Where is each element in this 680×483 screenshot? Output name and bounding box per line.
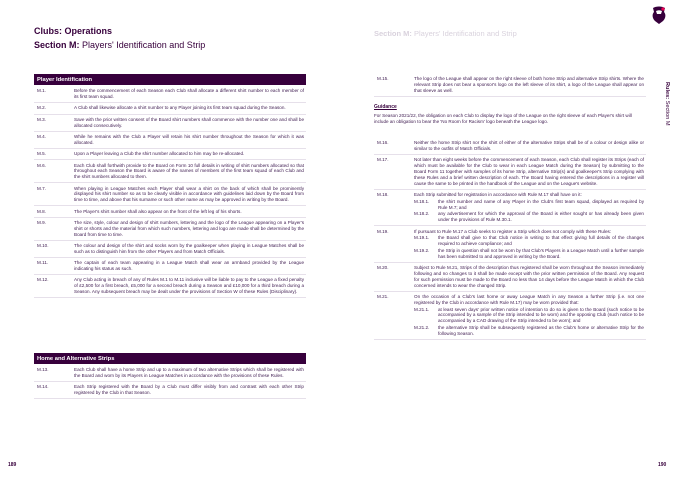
section-heading-player-identification: Player Identification — [34, 74, 306, 85]
rule-number: M.14. — [37, 384, 49, 390]
rule-text: Not later than eight weeks before the commencement of each Season, each Club shall register its Strips (each of which must be available for the Club to wear in each League Match during the Season) by submitting to the Board Form 11 together with samples of its home Strip, alternative Strip(s) and goalkeeper's Strip complying with these Rules and a brief written description of each. The Board having entered the descriptions in a register will cause the same to be printed in the handbook of the League and on the League's website. — [414, 157, 644, 186]
rule-text: Each Strip registered with the Board by a Club must differ visibly from and contrast with each other Strip registered by the Club in that Season. — [74, 384, 304, 396]
guidance-heading: Guidance — [374, 104, 397, 110]
rule-row — [34, 258, 306, 275]
sub-rule-number: M.21.2. — [414, 324, 430, 330]
side-tab-label: Rules: — [664, 82, 670, 100]
rule-text: Subject to Rule M.21, Strips of the description thus registered shall be worn throughout the Season immediately following and no changes to it shall be made except with the prior written permission of the Board. Any request for such permission must be made to the Board no less than 14 days before the League Match in which the Club concerned intends to wear the changed Strip. — [414, 265, 644, 288]
guidance-text: For Season 2021/22, the obligation on each Club to display the logo of the League on the right sleeve of each Player's shirt will include an obligation to bear the 'No Room for Racism' logo beneath the League logo. — [374, 113, 632, 124]
sub-rule-text: the alternative Strip shall be subsequently registered as the Club's home or alternative Strip for the following Season. — [438, 324, 644, 336]
rule-text: While he remains with the Club a Player will retain his shirt number throughout the Season for which it was allocated. — [74, 134, 304, 145]
rule-row — [34, 382, 306, 399]
rule-row-m20 — [374, 263, 646, 292]
rule-row-m21 — [374, 292, 646, 340]
sub-rule-text: at least seven days' prior written notice of intention to do so is given to the Board (such notice to be accompanied by a sample of the Strip intended to be worn) and the opposing Club (such notice to be accompanied by a CAD drawing of the Strip intended to be worn); and — [438, 306, 644, 324]
rule-number: M.17. — [377, 157, 389, 163]
sub-rule-number: M.21.1. — [414, 306, 430, 312]
rule-number: M.3. — [37, 116, 46, 122]
rule-row — [34, 115, 306, 132]
page-number-left: 189 — [8, 462, 17, 468]
sub-rule — [414, 248, 644, 260]
rule-number: M.15. — [377, 76, 389, 82]
rule-text: Each Strip submitted for registration in accordance with Rule M.17 shall have on it: — [414, 192, 582, 198]
rule-number: M.18. — [377, 192, 389, 198]
rule-number: M.2. — [37, 105, 46, 111]
rule-number: M.10. — [37, 242, 49, 248]
side-tab-section: Section M — [664, 100, 670, 126]
rule-text: Any Club acting in breach of any of Rules M.1 to M.11 inclusive will be liable to pay to the League a fixed penalty of £2,500 for a first breach, £5,000 for a second breach during a Season and £10,000 for a third breach during a Season. Any subsequent breach may be dealt under the provisions of Section W of these Rules (Disciplinary). — [74, 277, 304, 294]
rule-row — [374, 155, 646, 190]
rule-number: M.6. — [37, 162, 46, 168]
rule-row — [34, 86, 306, 103]
rule-text: On the occasion of a Club's last home or away League Match in any Season a further Strip (i.e. not one registered by the Club in accordance with Rule M.17) may be worn provided that: — [414, 294, 644, 305]
rule-text: The logo of the League shall appear on the right sleeve of both home Strip and alternative Strip shirts. Where the relevant Strip does not bear a sponsor's logo on the left sleeve of its shirt, a logo of the League shall appear on that sleeve as well. — [414, 76, 644, 93]
rule-text: When playing in League Matches each Player shall wear a shirt on the back of which shall be prominently displayed his shirt number so as to be clearly visible in accordance with guidelines laid down by the Board from time to time, and above that his surname or such other name as may be approved in writing by the Board. — [74, 185, 304, 203]
rule-number: M.11. — [37, 260, 49, 266]
section-heading-home-alternative-strips: Home and Alternative Strips — [34, 353, 306, 364]
sub-rule — [414, 235, 644, 247]
rule-number: M.16. — [377, 140, 389, 146]
ghost-section-label: Section M: — [374, 29, 412, 38]
rule-text: Neither the home Strip shirt nor the shirt of either of the alternative Strips shall be of a colour or design alike or similar to the outfits of Match Officials. — [414, 140, 644, 152]
rule-row-m19 — [374, 226, 646, 263]
sub-rule — [414, 199, 644, 211]
page-title: Clubs: Operations — [34, 26, 113, 36]
rule-number: M.8. — [37, 208, 46, 214]
rule-number: M.13. — [37, 367, 49, 373]
rule-number: M.9. — [37, 220, 46, 225]
section-title — [34, 40, 205, 50]
section-label: Section M: — [34, 40, 80, 50]
rule-row — [34, 132, 306, 149]
rule-number: M.20. — [377, 265, 389, 271]
rule-row — [34, 149, 306, 160]
player-identification-rules — [34, 86, 306, 298]
rule-number: M.5. — [37, 151, 46, 157]
rule-row — [34, 241, 306, 258]
rule-text: Before the commencement of each Season each Club shall allocate a different shirt number to each member of its first team squad. — [74, 88, 304, 100]
rule-row — [374, 74, 646, 97]
rule-number: M.1. — [37, 88, 46, 94]
rule-text: The captain of each team appearing in a League Match shall wear an armband provided by the League indicating his status as such. — [74, 260, 304, 271]
sub-rule-number: M.19.1. — [414, 235, 430, 241]
home-alternative-strips-rules — [34, 365, 306, 399]
rule-text: Each Club shall have a home Strip and up to a maximum of two alternative Strips which shall be registered with the Board and worn by its Players in League Matches in accordance with the provisions of these Rules. — [74, 367, 304, 379]
rule-row — [34, 275, 306, 298]
sub-rule — [414, 325, 644, 337]
sub-rule-number: M.19.2. — [414, 248, 430, 254]
strip-rules — [374, 138, 646, 340]
sub-rule-text: the Board shall give to that Club notice in writing to that effect giving full details of the changes required to achieve compliance; and — [438, 235, 644, 247]
sub-rule — [414, 211, 644, 223]
rule-row — [34, 365, 306, 382]
rule-text: Upon a Player leaving a Club the shirt number allocated to him may be re-allocated. — [74, 151, 245, 157]
premier-league-lion-logo — [649, 5, 669, 25]
ghost-section-name: Players' Identification and Strip — [414, 29, 517, 38]
right-page — [340, 0, 680, 483]
rule-row — [34, 103, 306, 114]
sub-rule-number: M.18.2. — [414, 211, 430, 217]
rule-row — [374, 138, 646, 155]
sub-rule — [414, 307, 644, 324]
rule-row — [34, 206, 306, 217]
sub-rule-text: the shirt number and name of any Player in the Club's first team squad, displayed as required by Rule M.7; and — [438, 198, 644, 210]
rule-number: M.4. — [37, 134, 46, 140]
rule-m15-block — [374, 74, 646, 97]
section-name: Players' Identification and Strip — [82, 40, 206, 50]
rule-row — [34, 218, 306, 241]
rule-row — [34, 160, 306, 183]
rule-text: A Club shall likewise allocate a shirt number to any Player joining its first team squad during the Season. — [74, 105, 286, 111]
rule-text: Save with the prior written consent of the Board shirt numbers shall commence with the number one and shall be allocated consecutively. — [74, 116, 304, 128]
sub-rule-text: any advertisement for which the approval of the Board is either sought or has already been given under the provisions of Rule M.30.1. — [438, 211, 644, 223]
rule-text: Each Club shall forthwith provide to the Board on Form 10 full details in writing of shirt numbers allocated so that throughout each Season the Board is aware of the names of members of the first team squad of each Club and the shirt numbers allocated to them. — [74, 162, 304, 180]
rule-row — [34, 183, 306, 206]
side-tab — [658, 82, 670, 142]
sub-rule-number: M.18.1. — [414, 198, 430, 204]
rule-number: M.19. — [377, 228, 389, 234]
rule-row-m18 — [374, 190, 646, 227]
rule-text: The size, style, colour and design of shirt numbers, lettering and the logo of the League appearing on a Player's shirt or shorts and the material from which such numbers, lettering and logo are made shall be determined by the Board from time to time. — [74, 220, 304, 237]
rule-number: M.21. — [377, 294, 389, 299]
rule-number: M.12. — [37, 277, 49, 283]
ghost-section-title — [374, 29, 517, 38]
rule-number: M.7. — [37, 185, 46, 191]
sub-rule-text: the Strip in question shall not be worn by that Club's Players in a League Match until a further sample has been submitted to and approved in writing by the Board. — [438, 248, 644, 259]
page-number-right: 190 — [658, 462, 667, 468]
rule-text: The Player's shirt number shall also appear on the front of the left leg of his shorts. — [74, 208, 242, 214]
rule-text: The colour and design of the shirt and socks worn by the goalkeeper when playing in League Matches shall be such as to distinguish him from the other Players and from Match Officials. — [74, 242, 304, 254]
rule-text: If pursuant to Rule M.17 a Club seeks to register a Strip which does not comply with these Rules: — [414, 228, 612, 234]
